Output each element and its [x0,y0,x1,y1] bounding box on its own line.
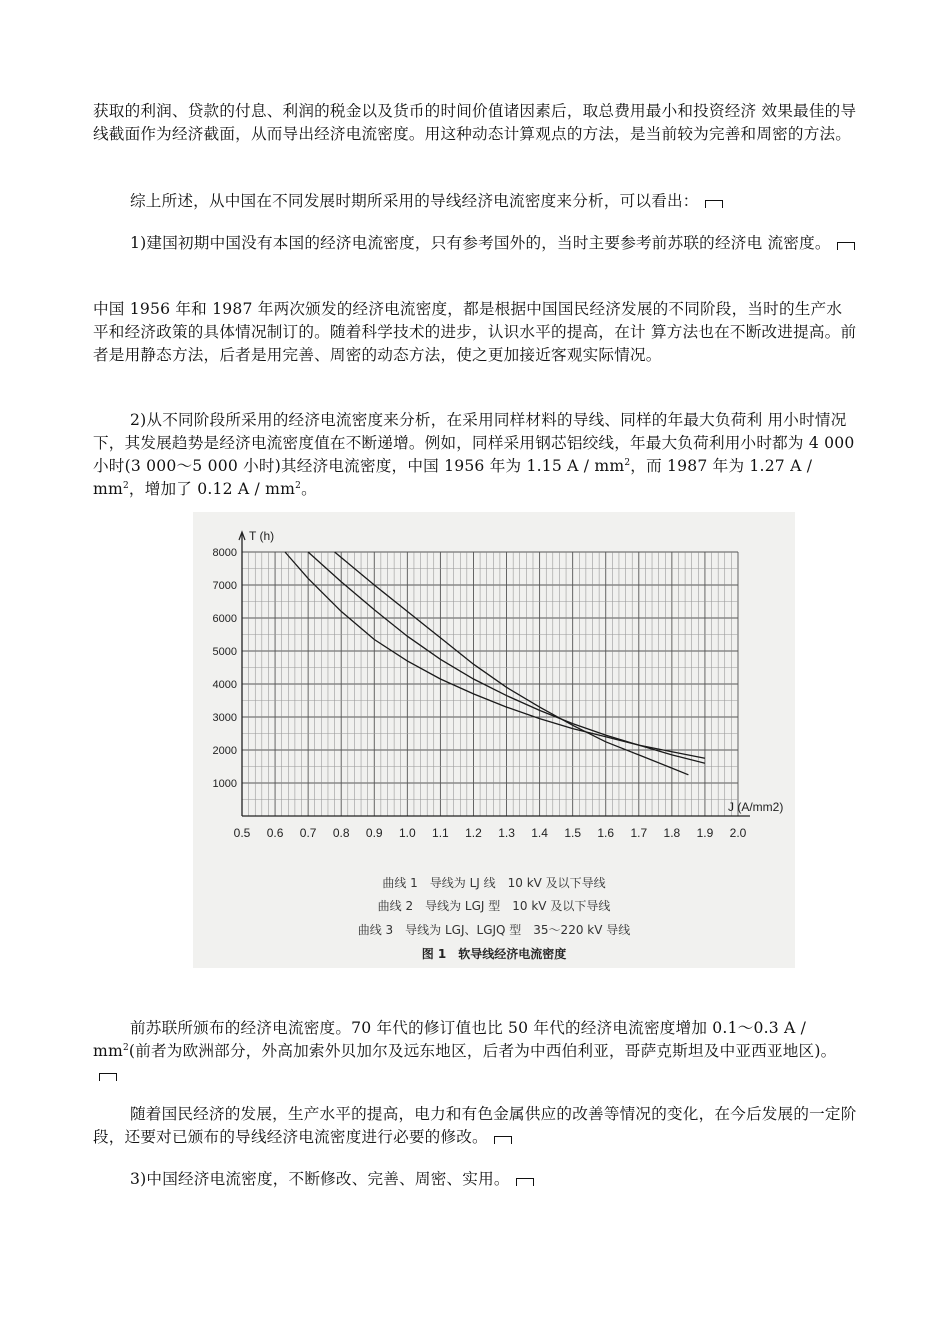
x-tick-label: 1.2 [465,826,482,840]
x-tick-label: 1.1 [432,826,449,840]
y-tick-label: 6000 [212,613,237,625]
x-tick-label: 0.6 [266,826,284,840]
x-tick-label: 1.8 [663,826,681,840]
paragraph-text: 。 [301,480,317,498]
x-tick-label: 2.0 [729,826,747,840]
paragraph-text: (前者为欧洲部分，外高加索外贝加尔及远东地区，后者为中西伯利亚，哥萨克斯坦及中亚西亚地区)。 [128,1042,837,1060]
figure-title: 图 1 软导线经济电流密度 [421,947,567,961]
paragraph [93,1103,857,1149]
x-tick-label: 0.7 [299,826,317,840]
paragraph [93,190,857,213]
paragraph-mark-icon [494,1136,512,1144]
figure-caption-line: 曲线 3 导线为 LGJ、LGJQ 型 35～220 kV 导线 [357,923,631,937]
x-tick-label: 1.5 [564,826,582,840]
paragraph [93,1168,857,1191]
paragraph: 中国 1956 年和 1987 年两次颁发的经济电流密度，都是根据中国国民经济发展的不同阶段，当时的生产水平和经济政策的具体情况制订的。随着科学技术的进步，认识水平的提高，在计 算方法也在不断改进提高。前者是用静态方法，后者是用完善、周密的动态方法，使之更加接近客观实际情况。 [93,300,857,364]
y-tick-label: 3000 [212,712,237,724]
x-tick-label: 1.7 [630,826,648,840]
superscript: 2 [624,457,631,468]
paragraph-mark-icon [837,242,855,250]
x-tick-label: 1.9 [696,826,714,840]
paragraph-text: 1)建国初期中国没有本国的经济电流密度，只有参考国外的，当时主要参考前苏联的经济电 流密度。 [130,234,831,252]
paragraph-text: 2)从不同阶段所采用的经济电流密度来分析，在采用同样材料的导线、同样的年最大负荷利 用小时情况下，其发展趋势是经济电流密度值在不断递增。例如，同样采用钢芯铝绞线，年最大负荷利用小时都为 4 000 小时(3 000～5 000 小时)其经济电流密度，中国 1956 年为 1.15 A / mm [93,411,855,475]
paragraph: 获取的利润、贷款的付息、利润的税金以及货币的时间价值诸因素后，取总费用最小和投资经济 效果最佳的导线截面作为经济截面，从而导出经济电流密度。用这种动态计算观点的方法，是当前较为完善和周密的方法。 [93,102,857,143]
x-axis-label: J (A/mm2) [728,800,784,814]
x-tick-label: 1.6 [597,826,615,840]
paragraph-mark-icon [99,1073,117,1081]
paragraph-mark-icon [705,200,723,208]
y-tick-label: 5000 [212,646,237,658]
paragraph-text: 综上所述，从中国在不同发展时期所采用的导线经济电流密度来分析，可以看出： [130,192,699,210]
x-tick-label: 1.3 [498,826,515,840]
paragraph-mark-icon [516,1178,534,1186]
paragraph [93,232,857,255]
x-tick-label: 0.5 [233,826,251,840]
paragraph-text: 3)中国经济电流密度，不断修改、完善、周密、实用。 [130,1170,510,1188]
x-tick-label: 1.0 [398,826,416,840]
y-tick-label: 7000 [212,580,237,592]
chart-figure [193,512,795,968]
paragraph-text: ，而 1987 年为 1.27 A / mm [93,457,813,498]
x-tick-label: 0.8 [332,826,350,840]
superscript: 2 [295,480,302,491]
y-axis-label: T (h) [249,529,275,543]
paragraph-text: 随着国民经济的发展，生产水平的提高，电力和有色金属供应的改善等情况的变化，在今后发展的一定阶段，还要对已颁布的导线经济电流密度进行必要的修改。 [93,1105,857,1146]
y-tick-label: 8000 [212,547,237,559]
figure-caption-line: 曲线 1 导线为 LJ 线 10 kV 及以下导线 [382,876,606,890]
economic-current-density-chart [193,512,795,872]
x-tick-label: 1.4 [531,826,548,840]
y-tick-label: 1000 [212,778,237,790]
paragraph-text: 前苏联所颁布的经济电流密度。70 年代的修订值也比 50 年代的经济电流密度增加 0.1～0.3 A / mm [93,1019,807,1060]
paragraph [93,1017,857,1086]
y-tick-label: 4000 [212,679,237,691]
figure-caption-line: 曲线 2 导线为 LGJ 型 10 kV 及以下导线 [377,899,611,913]
paragraph-text: ，增加了 0.12 A / mm [128,480,296,498]
paragraph [93,409,857,501]
superscript: 2 [122,1042,129,1053]
superscript: 2 [122,480,129,491]
x-tick-label: 0.9 [365,826,383,840]
y-tick-label: 2000 [212,745,237,757]
